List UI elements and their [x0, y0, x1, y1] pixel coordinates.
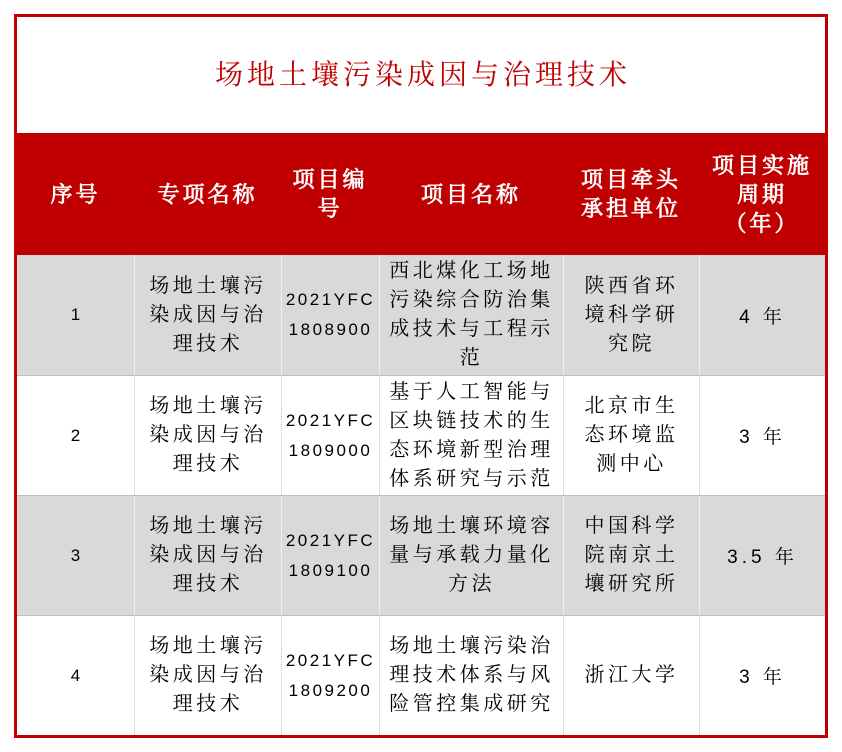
header-period-label: 项目实施周期（年） [711, 152, 812, 236]
cell-lead-unit [563, 496, 699, 615]
cell-program [134, 496, 281, 615]
cell-lead-unit [563, 376, 699, 495]
table-frame [14, 14, 828, 738]
cell-lead-unit [563, 616, 699, 735]
cell-project-name [379, 376, 563, 495]
program-name: 场地土壤污染成因与治理技术 [149, 395, 267, 475]
header-lead-unit-label: 项目牵头承担单位 [580, 167, 681, 221]
seq-number: 1 [70, 305, 81, 324]
header-cell-project-name [379, 133, 563, 255]
table-header-row [17, 133, 825, 255]
table-row [17, 375, 825, 495]
table-row [17, 495, 825, 615]
header-project-name-label: 项目名称 [420, 181, 521, 207]
cell-program [134, 616, 281, 735]
table-row [17, 615, 825, 735]
cell-project-name [379, 255, 563, 375]
cell-program [134, 255, 281, 375]
period: 4 年 [739, 306, 786, 328]
period: 3.5 年 [727, 547, 798, 568]
cell-project-name [379, 496, 563, 615]
header-cell-project-number [281, 133, 379, 255]
cell-seq [17, 255, 134, 375]
cell-program [134, 376, 281, 495]
cell-lead-unit [563, 255, 699, 375]
cell-project-number [281, 376, 379, 495]
title-bar [17, 17, 825, 133]
lead-unit: 陕西省环境科学研究院 [584, 274, 679, 355]
project-number: 2021YFC1809000 [285, 410, 376, 460]
program-name: 场地土壤污染成因与治理技术 [149, 635, 267, 715]
project-name: 场地土壤污染治理技术体系与风险管控集成研究 [389, 635, 554, 715]
header-program-label: 专项名称 [157, 181, 258, 207]
lead-unit: 浙江大学 [584, 664, 679, 686]
project-name: 场地土壤环境容量与承载力量化方法 [389, 515, 554, 595]
period: 3 年 [739, 667, 786, 688]
cell-project-number [281, 496, 379, 615]
table-row [17, 255, 825, 375]
seq-number: 2 [70, 425, 81, 445]
project-number: 2021YFC1808900 [285, 290, 376, 339]
project-name: 基于人工智能与区块链技术的生态环境新型治理体系研究与示范 [389, 380, 554, 490]
cell-period [699, 376, 825, 495]
table-title: 场地土壤污染成因与治理技术 [214, 59, 631, 90]
cell-period [699, 496, 825, 615]
header-project-number-label: 项目编号 [292, 167, 368, 221]
cell-project-name [379, 616, 563, 735]
header-seq-label: 序号 [50, 181, 101, 207]
cell-seq [17, 616, 134, 735]
cell-seq [17, 376, 134, 495]
program-name: 场地土壤污染成因与治理技术 [149, 274, 267, 355]
lead-unit: 北京市生态环境监测中心 [584, 395, 679, 475]
cell-period [699, 255, 825, 375]
lead-unit: 中国科学院南京土壤研究所 [584, 515, 679, 595]
project-number: 2021YFC1809100 [285, 530, 376, 580]
project-name: 西北煤化工场地污染综合防治集成技术与工程示范 [389, 260, 554, 369]
program-name: 场地土壤污染成因与治理技术 [149, 515, 267, 595]
cell-project-number [281, 616, 379, 735]
project-number: 2021YFC1809200 [285, 650, 376, 700]
header-cell-seq [17, 133, 134, 255]
header-cell-lead-unit [563, 133, 699, 255]
cell-seq [17, 496, 134, 615]
period: 3 年 [739, 427, 786, 448]
seq-number: 4 [70, 665, 81, 685]
cell-period [699, 616, 825, 735]
header-cell-period [699, 133, 825, 255]
header-cell-program [134, 133, 281, 255]
seq-number: 3 [70, 545, 81, 565]
cell-project-number [281, 255, 379, 375]
